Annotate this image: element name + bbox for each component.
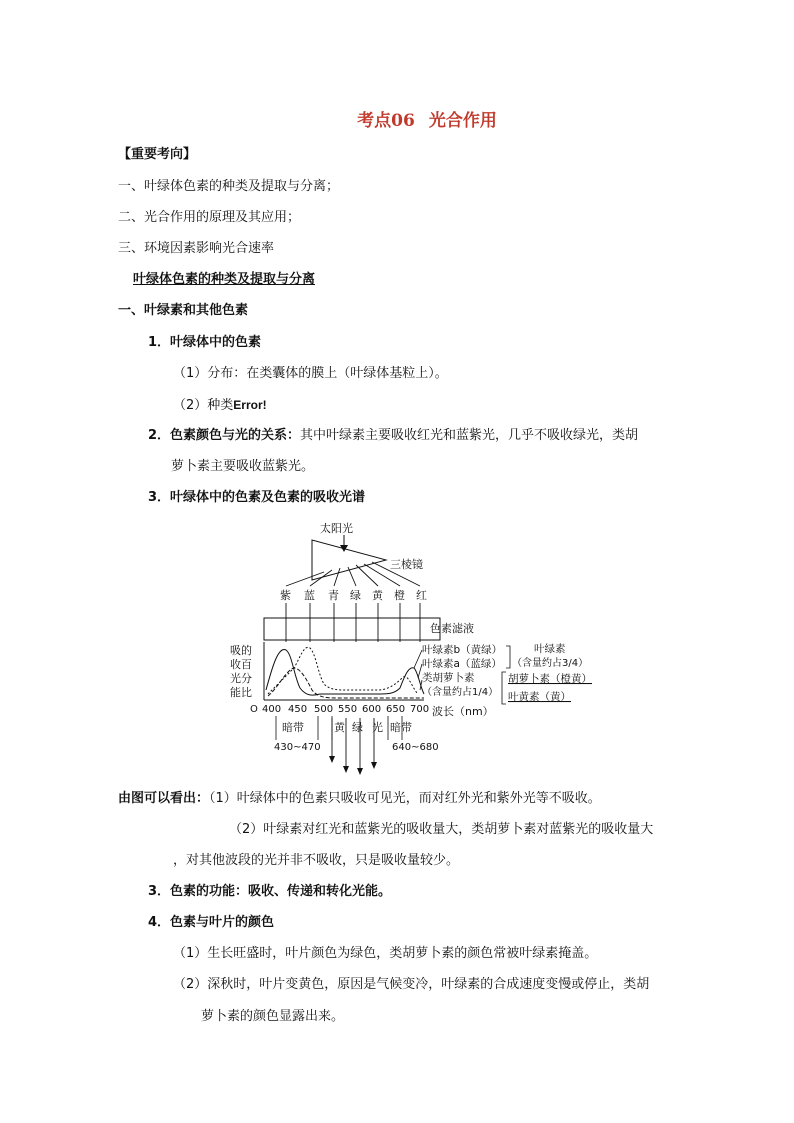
y-label-2: 收百 (230, 658, 252, 671)
focus-item-3: 三、环境因素影响光合速率 (118, 241, 275, 256)
y-label-4: 能比 (230, 686, 252, 699)
page-title (0, 106, 794, 131)
chlorophyll-a-curve (266, 650, 424, 696)
xtick-450: 450 (288, 704, 308, 715)
legend-carot-share: （含量约占1/4） (422, 687, 499, 698)
legend-chl-a: 叶绿素a（蓝绿） (422, 658, 502, 670)
title-sub: 光合作用 (428, 111, 497, 131)
s2-title: 2．色素颜色与光的关系： (148, 428, 301, 443)
x-axis-label: 波长（nm） (432, 705, 494, 718)
xtick-550: 550 (338, 704, 358, 715)
absorption-spectrum-figure (228, 518, 628, 776)
color-blue: 蓝 (304, 589, 315, 602)
legend-chl-share: （含量约占3/4） (512, 658, 589, 669)
focus-heading: 【重要考向】 (118, 147, 197, 162)
conclusion-p2-line1: （2）叶绿素对红光和蓝紫光的吸收量大，类胡萝卜素对蓝紫光的吸收量大 (229, 822, 654, 837)
color-labels (280, 588, 427, 602)
s1-p2-prefix: （2）种类 (173, 398, 234, 413)
chlorophyll-b-curve (268, 647, 418, 694)
prism-label: 三棱镜 (390, 558, 423, 571)
y-axis-label (230, 644, 252, 699)
y-label-3: 光分 (230, 672, 252, 685)
color-red: 红 (416, 589, 427, 602)
legend-carotenoid: 类胡萝卜素 (422, 672, 475, 684)
s2-text2: 萝卜素主要吸收蓝紫光。 (171, 459, 315, 474)
color-orange: 橙 (394, 589, 405, 602)
title-main: 考点06 (357, 111, 415, 131)
section-h1: 一、叶绿素和其他色素 (118, 303, 249, 318)
legend-chl-b: 叶绿素b（黄绿） (422, 644, 503, 656)
xtick-600: 600 (362, 704, 382, 715)
transmitted-arrowheads (329, 756, 377, 775)
section-title: 叶绿体色素的种类及提取与分离 (133, 272, 316, 287)
x-tick-labels (250, 704, 429, 715)
s4-p1: （1）生长旺盛时，叶片颜色为绿色，类胡萝卜素的颜色常被叶绿素掩盖。 (173, 946, 598, 961)
light-band: 光 (372, 721, 383, 734)
conclusion-p1: （1）叶绿体中的色素只吸收可见光，而对红外光和紫外光等不吸收。 (209, 791, 601, 806)
s4-p2-line2: 萝卜素的颜色显露出来。 (201, 1009, 345, 1024)
legend-xanthophyll: 叶黄素（黄） (508, 691, 571, 703)
y-label-1: 吸的 (230, 644, 252, 657)
dark-right-range: 640~680 (392, 742, 439, 753)
filter-label: 色素滤液 (430, 622, 474, 635)
xtick-650: 650 (386, 704, 406, 715)
legend (414, 642, 592, 704)
xtick-400: 400 (262, 704, 282, 715)
origin-label: O (250, 704, 258, 715)
dark-band-right: 暗带 (390, 721, 412, 734)
dark-band-left: 暗带 (282, 721, 304, 734)
sunlight-label: 太阳光 (320, 522, 353, 535)
xtick-700: 700 (410, 704, 430, 715)
error-field: Error! (233, 398, 267, 412)
s1-p2 (173, 397, 267, 414)
color-arrows (286, 603, 420, 642)
s2-line1 (148, 428, 638, 444)
color-cyan: 青 (328, 589, 339, 602)
yellow-band: 黄 (334, 721, 345, 734)
legend-carotene: 胡萝卜素（橙黄） (508, 673, 592, 685)
dark-left-range: 430~470 (274, 742, 321, 753)
xtick-500: 500 (314, 704, 334, 715)
color-yellow: 黄 (372, 589, 383, 602)
color-violet: 紫 (280, 589, 291, 602)
prism-shape (312, 540, 386, 580)
s4-title: 4．色素与叶片的颜色 (148, 915, 275, 930)
s1-p1: （1）分布：在类囊体的膜上（叶绿体基粒上）。 (173, 366, 448, 381)
conclusion-label: 由图可以看出： (118, 791, 210, 806)
green-band: 绿 (352, 721, 363, 734)
focus-item-2: 二、光合作用的原理及其应用； (118, 210, 301, 225)
s1-title: 1．叶绿体中的色素 (148, 335, 262, 350)
conclusion-line1 (118, 791, 601, 807)
color-green: 绿 (350, 589, 361, 602)
filter-box (264, 618, 440, 640)
s3-title: 3．叶绿体中的色素及色素的吸收光谱 (148, 490, 366, 505)
focus-item-1: 一、叶绿体色素的种类及提取与分离； (118, 179, 340, 194)
s2-text1: 其中叶绿素主要吸收红光和蓝紫光，几乎不吸收绿光，类胡 (300, 428, 639, 443)
legend-chlorophyll: 叶绿素 (534, 643, 566, 655)
band-labels (274, 720, 439, 753)
conclusion-p2-line2: ，对其他波段的光并非不吸收，只是吸收量较少。 (173, 853, 460, 868)
s3b-title: 3．色素的功能：吸收、传递和转化光能。 (148, 884, 392, 899)
s4-p2-line1: （2）深秋时，叶片变黄色，原因是气候变冷，叶绿素的合成速度变慢或停止，类胡 (173, 977, 650, 992)
